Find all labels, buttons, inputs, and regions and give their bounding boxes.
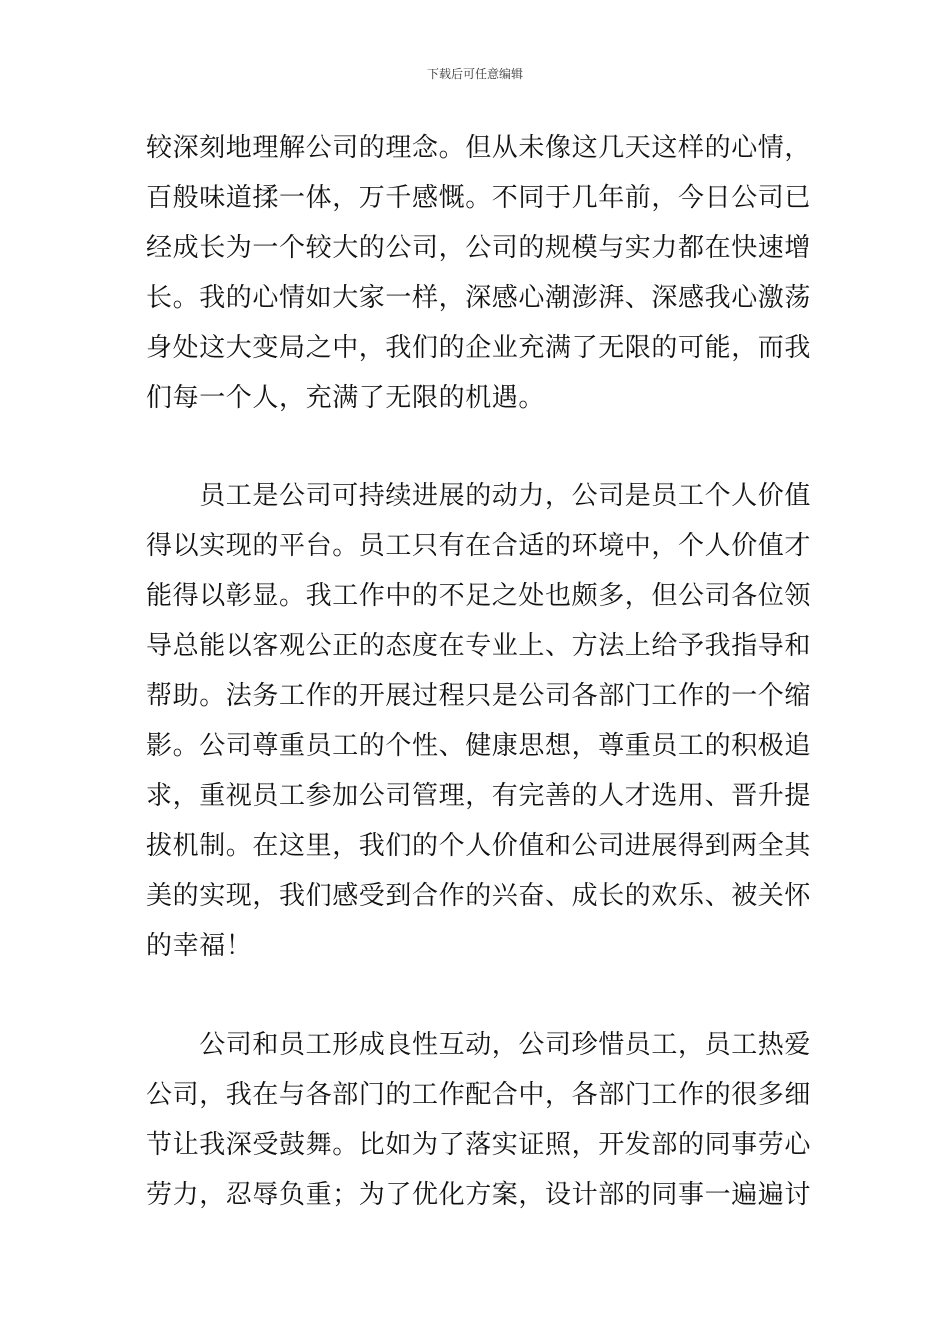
paragraph-2-line-10: 的幸福！ bbox=[146, 931, 253, 961]
paragraph-2-line-9: 美的实现，我们感受到合作的兴奋、成长的欢乐、被关怀 bbox=[146, 881, 812, 911]
paragraph-3-line-2: 公司，我在与各部门的工作配合中，各部门工作的很多细 bbox=[146, 1080, 812, 1110]
page-header: 下载后可任意编辑 bbox=[426, 67, 523, 81]
paragraph-1-line-3: 经成长为一个较大的公司，公司的规模与实力都在快速增 bbox=[146, 233, 812, 263]
paragraph-1-line-5: 身处这大变局之中，我们的企业充满了无限的可能，而我 bbox=[146, 333, 812, 363]
paragraph-1-line-1: 较深刻地理解公司的理念。但从未像这几天这样的心情， bbox=[146, 133, 812, 163]
paragraph-3-line-1: 公司和员工形成良性互动，公司珍惜员工，员工热爱 bbox=[146, 1030, 812, 1060]
paragraph-2-line-4: 导总能以客观公正的态度在专业上、方法上给予我指导和 bbox=[146, 631, 812, 661]
paragraph-2-line-1: 员工是公司可持续进展的动力，公司是员工个人价值 bbox=[146, 481, 812, 511]
paragraph-1-line-2: 百般味道揉一体，万千感慨。不同于几年前，今日公司已 bbox=[146, 183, 812, 213]
paragraph-2-line-3: 能得以彰显。我工作中的不足之处也颇多，但公司各位领 bbox=[146, 581, 812, 611]
paragraph-3-line-3: 节让我深受鼓舞。比如为了落实证照，开发部的同事劳心 bbox=[146, 1130, 812, 1160]
paragraph-2-line-2: 得以实现的平台。员工只有在合适的环境中，个人价值才 bbox=[146, 531, 812, 561]
paragraph-2-line-7: 求，重视员工参加公司管理，有完善的人才选用、晋升提 bbox=[146, 781, 812, 811]
paragraph-2-line-5: 帮助。法务工作的开展过程只是公司各部门工作的一个缩 bbox=[146, 681, 812, 711]
paragraph-2-line-8: 拔机制。在这里，我们的个人价值和公司进展得到两全其 bbox=[146, 831, 812, 861]
paragraph-1-line-6: 们每一个人，充满了无限的机遇。 bbox=[146, 383, 546, 413]
paragraph-2-line-6: 影。公司尊重员工的个性、健康思想，尊重员工的积极追 bbox=[146, 731, 812, 761]
paragraph-1-line-4: 长。我的心情如大家一样，深感心潮澎湃、深感我心激荡 bbox=[146, 283, 812, 313]
paragraph-3-line-4: 劳力，忍辱负重；为了优化方案，设计部的同事一遍遍讨 bbox=[146, 1180, 812, 1210]
